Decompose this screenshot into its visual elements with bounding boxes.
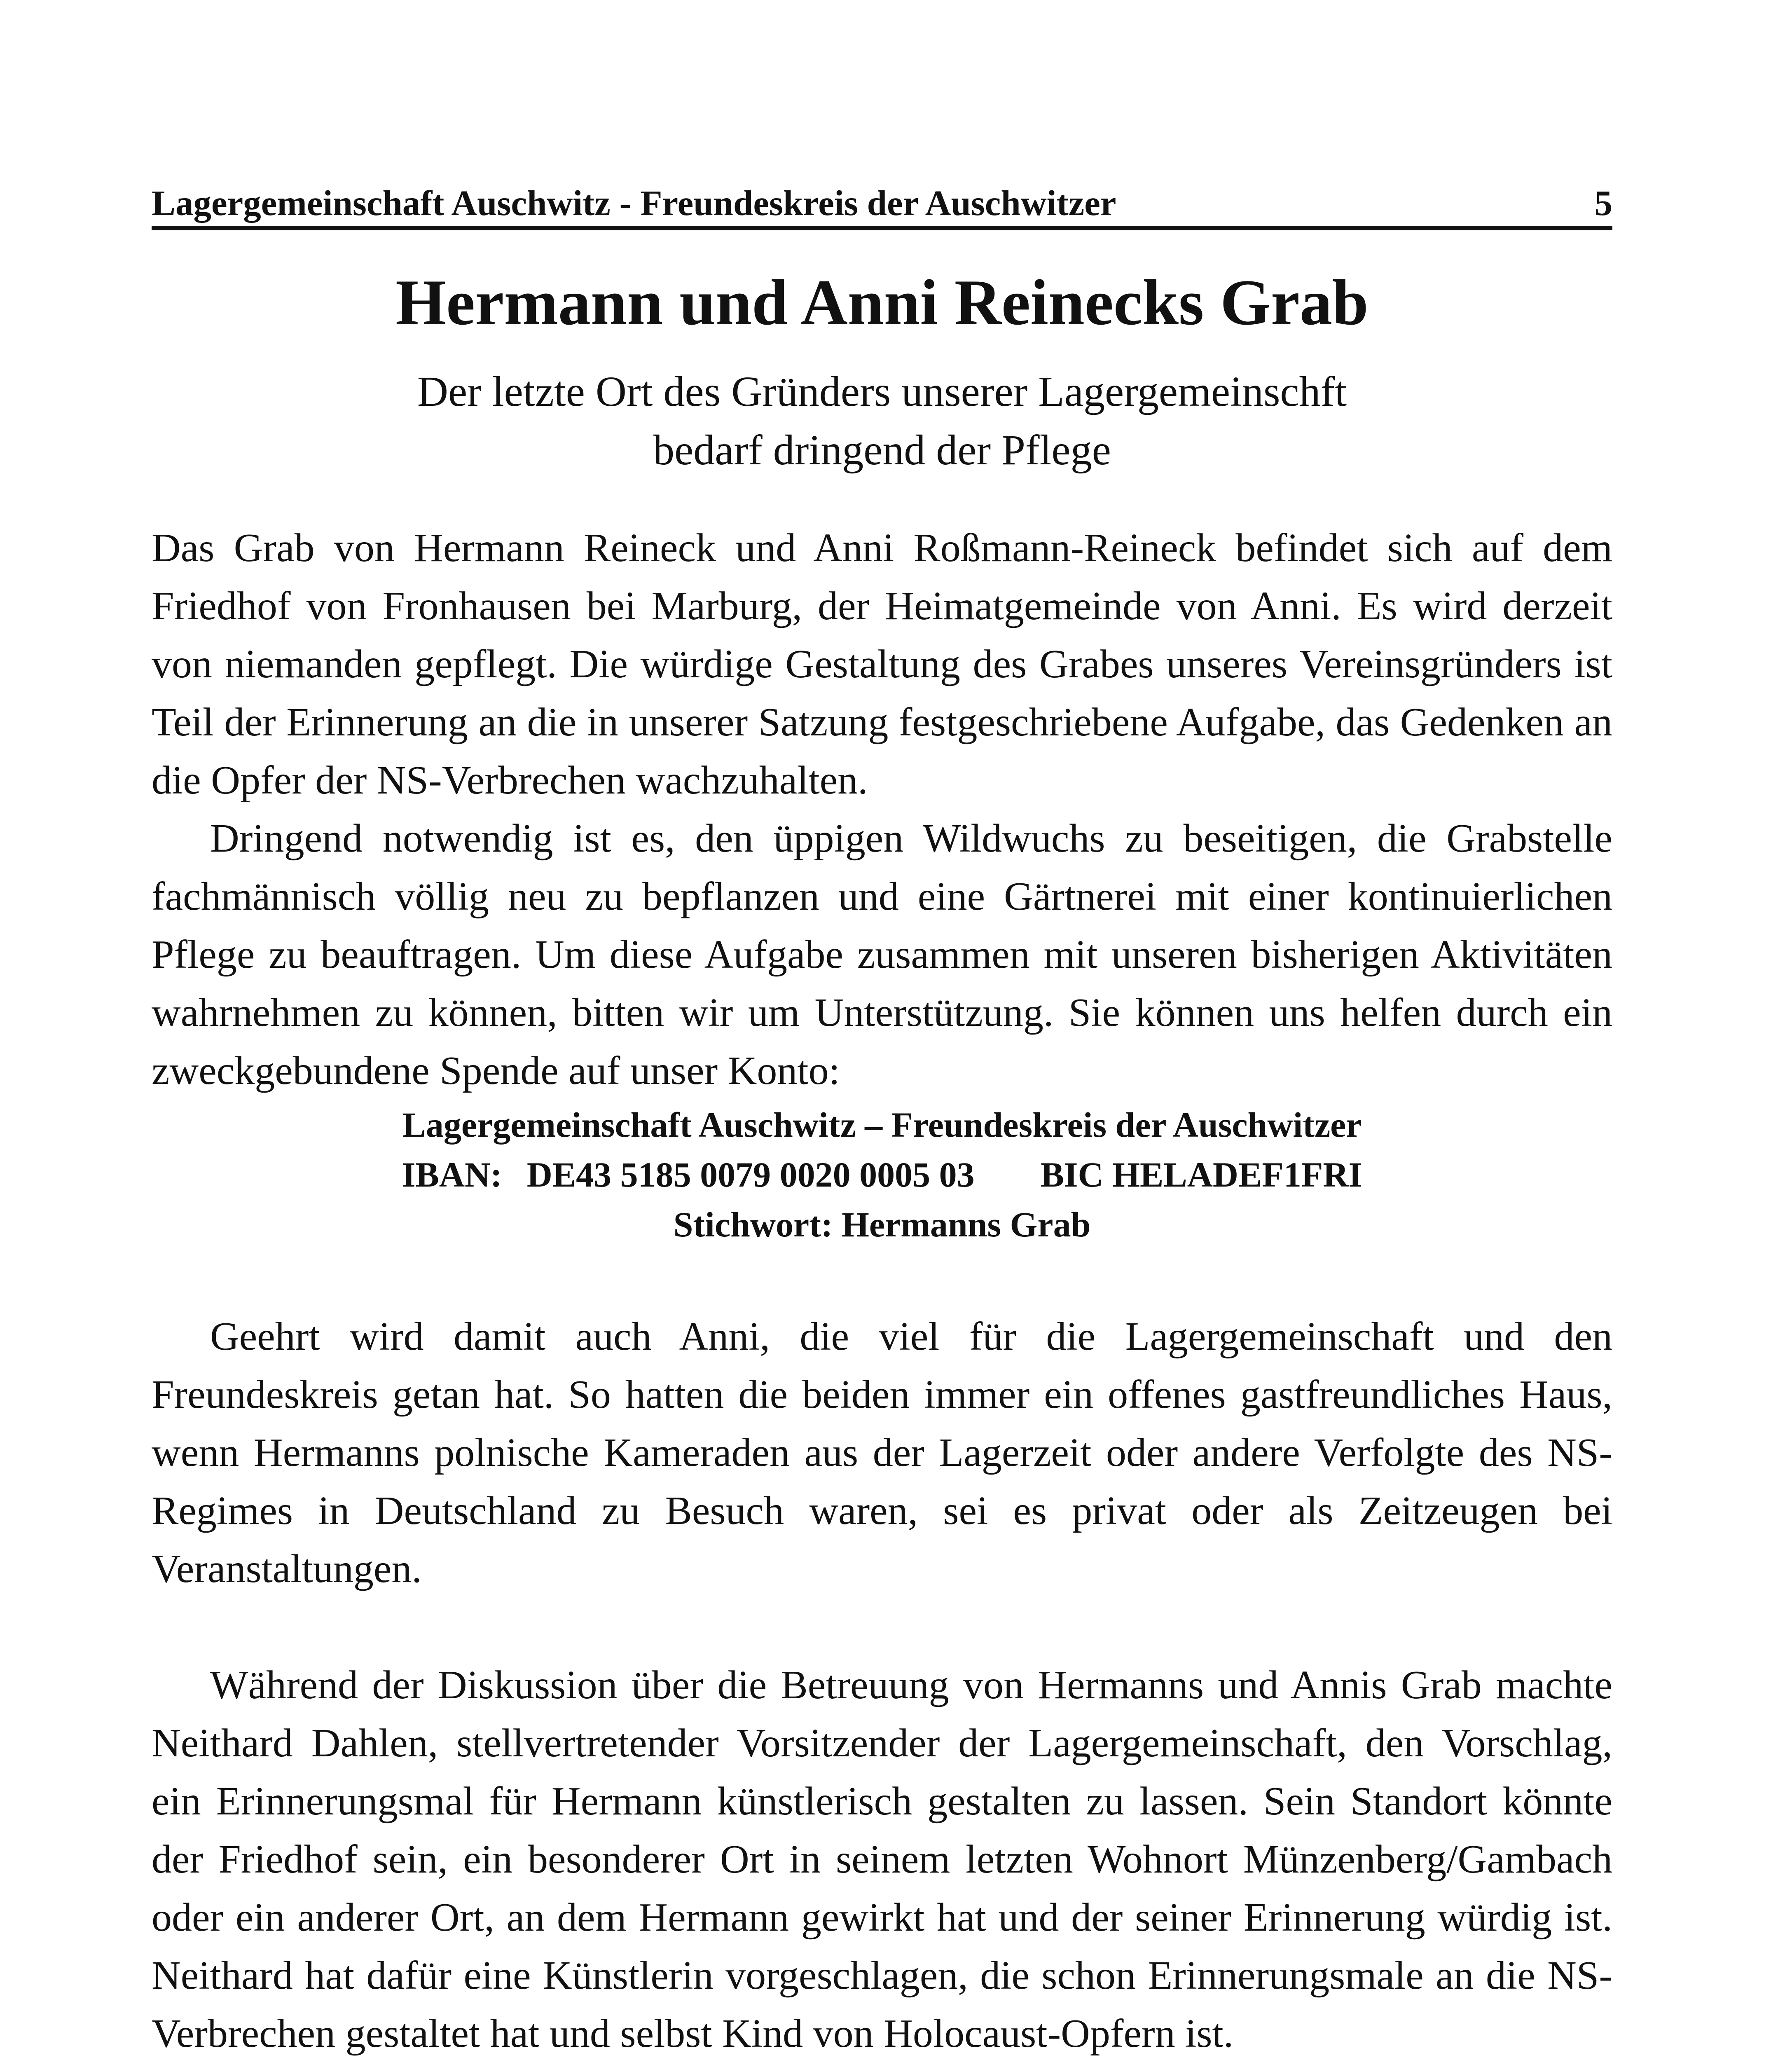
page-number: 5 [1594,183,1612,223]
paragraph-1: Das Grab von Hermann Reineck und Anni Roßmann-Reineck befindet sich auf dem Friedhof von Fronhausen bei Marburg, der Heimatgemeinde von Anni. Es wird derzeit von niemanden gepflegt. Die würdige Gestaltung des Grabes unseres Vereinsgründers ist Teil der Erinnerung an die in unserer Satzung festgeschriebene Aufgabe, das Gedenken an die Opfer der NS-Verbrechen wachzuhalten. [152,526,1612,803]
article-body [152,519,1612,2060]
account-iban-line [152,1150,1612,1200]
paragraph-3: Geehrt wird damit auch Anni, die viel für die Lagergemeinschaft und den Freundeskreis getan hat. So hatten die beiden immer ein offenes gastfreundliches Haus, wenn Hermanns polnische Kameraden aus der Lagerzeit oder andere Verfolgte des NS-Regimes in Deutschland zu Besuch waren, sei es privat oder als Zeitzeugen bei Veranstaltungen. [152,1314,1612,1591]
article-subtitle [152,363,1612,480]
subtitle-line-2: bedarf dringend der Pflege [653,426,1111,474]
account-holder: Lagergemeinschaft Auschwitz – Freundeskreis der Auschwitzer [402,1105,1362,1145]
running-header [152,180,1612,230]
subtitle-line-1: Der letzte Ort des Gründers unserer Lagergemeinschft [417,368,1347,415]
account-keyword: Stichwort: Hermanns Grab [673,1205,1091,1244]
paragraph-2: Dringend notwendig ist es, den üppigen Wildwuchs zu beseitigen, die Grabstelle fachmännisch völlig neu zu bepflanzen und eine Gärtnerei mit einer kontinuierlichen Pflege zu beauftragen. Um diese Aufgabe zusammen mit unseren bisherigen Aktivitäten wahrnehmen zu können, bitten wir um Unterstützung. Sie können uns helfen durch ein zweckgebundene Spende auf unser Konto: [152,816,1612,1093]
iban-label: IBAN: [402,1155,502,1194]
iban-value: DE43 5185 0079 0020 0005 03 [526,1155,975,1194]
bank-account-block-1 [152,1100,1612,1250]
running-title: Lagergemeinschaft Auschwitz - Freundeskreis der Auschwitzer [152,183,1116,223]
bic-value: BIC HELADEF1FRI [1040,1155,1362,1194]
article-title: Hermann und Anni Reinecks Grab [395,267,1369,339]
paragraph-4: Während der Diskussion über die Betreuung von Hermanns und Annis Grab machte Neithard Dahlen, stellvertretender Vorsitzender der Lagergemeinschaft, den Vorschlag, ein Erinnerungsmal für Hermann künstlerisch gestalten zu lassen. Sein Standort könnte der Friedhof sein, ein besonderer Ort in seinem letzten Wohnort Münzenberg/Gambach oder ein anderer Ort, an dem Hermann gewirkt hat und der seiner Erinnerung würdig ist. Neithard hat dafür eine Künstlerin vorgeschlagen, die schon Erinnerungsmale an die NS-Verbrechen gestaltet hat und selbst Kind von Holocaust-Opfern ist. [152,1663,1612,2056]
